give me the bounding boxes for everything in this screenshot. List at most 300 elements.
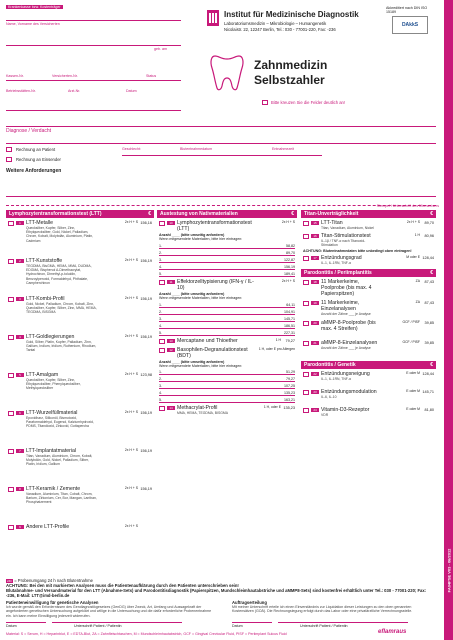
- analysis-number: 16: [311, 234, 319, 238]
- analysis-title: Entzündungsmodulation: [321, 389, 377, 396]
- material-line-num: 2.: [159, 377, 162, 382]
- analysis-price: 156,19: [140, 487, 152, 491]
- analysis-material: 2x H + S: [281, 278, 295, 283]
- material-line-price: 122,87: [284, 257, 295, 262]
- analysis-desc: Epoxidharz, Silikonöl, Bismutoxid, Paraformaldehyd, Eugenol, Kalziumhydroxid, PDMS, Titandioxid, Zinkoxid, Guttapercha: [26, 416, 94, 429]
- analysis-number: 22: [311, 372, 319, 376]
- analysis-number: 21: [311, 341, 319, 345]
- analysis-price: 156,19: [140, 335, 152, 339]
- analysis-checkbox[interactable]: [159, 406, 165, 411]
- krankenkasse-field[interactable]: [6, 12, 181, 21]
- analysis-row[interactable]: [157, 218, 297, 233]
- analysis-material: E oder M: [406, 407, 420, 412]
- titan-header: [301, 210, 436, 218]
- analysis-title: aMMP-8-Poolprobe (bis max. 4 Streifen): [321, 320, 376, 333]
- analysis-price: 128,44: [422, 372, 434, 377]
- analysis-text: [321, 389, 380, 399]
- analysis-material: 1 H, oder E pro Allergen: [258, 346, 295, 351]
- analysis-material: E oder M: [406, 389, 420, 394]
- analysis-desc: Quecksilber, Kupfer, Silber, Zinn, Ethylquecksilber, Phenylquecksilber, Methylquecksilber: [26, 378, 81, 391]
- analysis-title: LTT-Kombi-Profil: [26, 296, 65, 302]
- tooth-icon: [209, 52, 245, 92]
- analysis-checkbox[interactable]: [8, 297, 14, 302]
- material-line-price: 156,19: [284, 264, 295, 269]
- material-line-num: 4.: [159, 391, 162, 396]
- analysis-text: [177, 338, 241, 344]
- analysis-material: 1 H: [275, 337, 281, 342]
- material-line-num: 1.: [159, 370, 162, 375]
- auftrag-block: [232, 600, 432, 614]
- analysis-desc: IL-1, IL-1RN, TNF-α: [321, 261, 351, 266]
- analysis-desc: Quecksilber, Kupfer, Silber, Zinn, Ethylquecksilber, Gold, Nickel, Palladium, Chrom, Kobalt, Molybdän, Aluminium, Platin, Cadmium: [26, 226, 94, 243]
- analysis-number: 7: [16, 449, 24, 453]
- ltt-header: [6, 210, 154, 218]
- analysis-row[interactable]: [301, 318, 436, 338]
- analysis-text: [321, 407, 380, 417]
- analysis-text: [321, 220, 380, 230]
- genetik-header: [301, 361, 436, 369]
- analysis-material: 2x H + S: [124, 220, 138, 224]
- rechnung-einsender-row[interactable]: [6, 157, 61, 162]
- analysis-desc: IL-1, IL-1RN, TNF-α: [321, 377, 351, 382]
- material-line-price: 145,71: [284, 316, 295, 321]
- analysis-row[interactable]: [157, 336, 297, 345]
- analysis-material: 2x H + S: [124, 486, 138, 490]
- institute-sub: Laboratoriumsmedizin – Mikrobiologie – Humangenetik: [224, 21, 327, 26]
- analysis-text: [321, 300, 380, 316]
- analysis-material: 2x H + S: [124, 258, 138, 262]
- analysis-desc: Anzahl der Zähne ___ je Analyse: [321, 312, 371, 317]
- analysis-price: 87,43: [424, 301, 434, 306]
- analysis-price: 39,85: [424, 341, 434, 346]
- sign-right-label: Unterschrift Patient / Patientin: [300, 624, 348, 628]
- analysis-title: Methacrylat-Profil: [177, 405, 218, 412]
- analysis-checkbox[interactable]: [303, 408, 309, 413]
- material-line-num: 2.: [159, 309, 162, 314]
- analysis-checkbox[interactable]: [159, 348, 165, 353]
- analysis-material: GCF / PISF: [402, 320, 420, 325]
- analysis-row[interactable]: [6, 446, 154, 484]
- blutentnahme-field[interactable]: [122, 155, 322, 156]
- analysis-number: 14: [167, 406, 175, 410]
- rechnung-patient-label: Rechnung an Patient: [16, 147, 56, 152]
- analysis-title: Entzündungsgrad: [321, 255, 362, 262]
- material-line-price: 163,21: [284, 398, 295, 403]
- entnahmezeit-label: Entnahmezeit: [272, 147, 294, 151]
- auftrag-text: Mit meiner Unterschrift erteile ich einen Einverständnis zur Liquidation dieser Leistungen zu den oben genannten Kostensätzen (GOÄ). Die Rechnungslegung erfolgt durch das Labor oder eine privatärztliche Verrechnungsstelle.: [232, 605, 413, 614]
- form-title-2: Selbstzahler: [254, 73, 325, 87]
- genetik-header-title: Parodontitis / Genetik: [304, 362, 356, 369]
- analysis-title: LTT-Keramik / Zemente: [26, 486, 81, 492]
- native-header-title: Austestung von Nativmaterialien: [160, 211, 238, 217]
- analysis-price: 81,80: [424, 408, 434, 413]
- material-line-num: 3.: [159, 316, 162, 321]
- name-field[interactable]: [6, 45, 181, 46]
- analysis-text: [321, 255, 380, 265]
- analysis-checkbox[interactable]: [303, 321, 309, 326]
- analysis-checkbox[interactable]: [8, 525, 14, 530]
- material-line[interactable]: [159, 270, 295, 277]
- analysis-checkbox[interactable]: [159, 280, 165, 285]
- analysis-number: 23: [311, 390, 319, 394]
- analysis-checkbox[interactable]: [303, 221, 309, 226]
- weitere-label: Weitere Anforderungen: [6, 168, 62, 174]
- analysis-row[interactable]: [6, 370, 154, 408]
- analysis-material: GCF / PISF: [402, 340, 420, 345]
- analysis-number: 13: [167, 339, 175, 343]
- anzahl-text: Anzahl ____ (bitte umseitig anfordern): [159, 359, 225, 364]
- betriebsstaetten-field[interactable]: [6, 110, 181, 111]
- datum-label: Datum: [126, 89, 137, 93]
- analysis-checkbox[interactable]: [8, 221, 14, 226]
- footer-24h-badge-icon: 24h: [7, 578, 13, 583]
- analysis-number: 5: [16, 373, 24, 377]
- analysis-row[interactable]: [301, 253, 436, 266]
- analysis-price: 80,96: [424, 234, 434, 239]
- analysis-number: 3: [16, 297, 24, 301]
- analysis-title: LTT-Implantatmaterial: [26, 448, 77, 454]
- analysis-title: LTT-Wurzelfüllmaterial: [26, 410, 78, 416]
- paro-header-euro: €: [430, 270, 433, 277]
- analysis-text: [177, 405, 241, 415]
- betriebsstaetten-label: Betriebsstätten-Nr.: [6, 89, 36, 93]
- diagnose-field[interactable]: [6, 126, 436, 144]
- rechnung-einsender-checkbox[interactable]: [6, 157, 12, 162]
- analysis-price: 128,44: [422, 256, 434, 261]
- analysis-text: [321, 340, 380, 350]
- analysis-material: 2x H + S: [281, 220, 295, 224]
- paro-header: [301, 269, 436, 277]
- analysis-title: Basophilen-Degranulationstest (BDT): [177, 346, 248, 359]
- analysis-text: [26, 448, 98, 467]
- version-label: FA04PSE V03 - 06/2012: [446, 548, 451, 592]
- material-line[interactable]: [159, 301, 295, 308]
- diagnose-label: Diagnose / Verdacht: [6, 128, 52, 134]
- kassen-field[interactable]: [6, 80, 181, 81]
- analysis-material: 2x H + S: [124, 448, 138, 452]
- analysis-number: 2: [16, 259, 24, 263]
- analysis-row[interactable]: [157, 345, 297, 360]
- analysis-row[interactable]: [301, 405, 436, 423]
- status-label: Status: [146, 74, 157, 78]
- analysis-row[interactable]: [6, 484, 154, 522]
- material-line[interactable]: [159, 329, 295, 336]
- analysis-number: 24: [311, 408, 319, 412]
- analysis-title: Effektorzelltypisierung (IFN-γ / IL-10): [177, 278, 254, 291]
- native-header: [157, 210, 297, 218]
- material-line-num: 4.: [159, 323, 162, 328]
- analysis-material: 2x H + S: [124, 372, 138, 376]
- analysis-checkbox[interactable]: [303, 234, 309, 239]
- analysis-row[interactable]: [6, 256, 154, 294]
- material-line-price: 186,51: [284, 323, 295, 328]
- analysis-checkbox[interactable]: [303, 280, 309, 285]
- material-line-price: 58,82: [286, 243, 295, 248]
- material-line-price: 227,31: [284, 330, 295, 335]
- analysis-material: 1 H: [414, 233, 420, 238]
- material-line[interactable]: [159, 242, 295, 249]
- native-body: [157, 218, 297, 417]
- name-label: Name, Vorname des Versicherten: [6, 22, 60, 26]
- hint-checkbox-icon: [262, 100, 268, 105]
- material-line-price: 51,29: [286, 370, 295, 375]
- versicherten-nr-label: Versicherten-Nr.: [52, 74, 78, 78]
- analysis-checkbox[interactable]: [8, 373, 14, 378]
- analysis-title: Vitamin-D3-Rezeptor: [321, 407, 370, 414]
- ltt-header-title: Lymphozytentransformationstest (LTT): [9, 211, 102, 217]
- stempel-label: Stempel / Unterschrift des Überweisers: [376, 204, 439, 208]
- analysis-checkbox[interactable]: [8, 411, 14, 416]
- footer-note-1-text: = Probenumgang 24 h nach Blutentnahme: [14, 578, 93, 583]
- material-line[interactable]: [159, 322, 295, 329]
- hint-row: [262, 100, 345, 105]
- analysis-number: 8: [16, 487, 24, 491]
- analysis-desc: IL-1β / TNF-α nach Titanoxid-Stimulation: [321, 239, 366, 248]
- titan-header-euro: €: [430, 211, 433, 217]
- analysis-checkbox[interactable]: [159, 339, 165, 344]
- analysis-row[interactable]: [6, 332, 154, 370]
- analysis-row[interactable]: [157, 277, 297, 292]
- billing-block: [6, 147, 436, 185]
- analysis-row[interactable]: [301, 369, 436, 387]
- material-line-price: 104,91: [284, 309, 295, 314]
- analysis-row[interactable]: [6, 408, 154, 446]
- analysis-text: [26, 372, 98, 391]
- analysis-material: 2x H + S: [124, 296, 138, 300]
- paro-header-title: Parodontitis / Periimplantitis: [304, 270, 372, 277]
- analysis-price: 156,19: [140, 259, 152, 263]
- rechnung-einsender-label: Rechnung an Einsender: [16, 157, 61, 162]
- footer-note-3: Blutabnahme- und Versandmaterial für den LTT (Abnahme-Sets) und Parodontitisdiagnostik (Papierspitzen, Mundschleimhautabstriche und aMMP8-Sets) sind kostenfrei erhältlich unter Tel.: 030 - 77001-220; Fax: -236, E-Mail: LTT@imd-berlin.de: [6, 588, 427, 598]
- material-line[interactable]: [159, 382, 295, 389]
- analysis-price: 156,16: [140, 221, 152, 225]
- analysis-row[interactable]: [301, 298, 436, 318]
- analysis-desc: Anzahl der Zähne ___ je Analyse: [321, 346, 371, 351]
- analysis-number: 18: [311, 280, 319, 284]
- material-line-price: 189,41: [284, 271, 295, 276]
- analysis-checkbox[interactable]: [8, 259, 14, 264]
- rechnung-patient-checkbox[interactable]: [6, 147, 12, 152]
- material-line-num: 4.: [159, 264, 162, 269]
- analysis-desc: VDR: [321, 413, 329, 418]
- sign-left-field[interactable]: [52, 622, 182, 623]
- institute-address: Nicolaistr. 22, 12247 Berlin, Tel.: 030 - 77001-220, Fax: -236: [224, 27, 336, 32]
- analysis-row[interactable]: [301, 277, 436, 298]
- consent-title: Patienteneinwilligung für genetische Analysen: [6, 600, 99, 605]
- analysis-checkbox[interactable]: [8, 335, 14, 340]
- material-line[interactable]: [159, 315, 295, 322]
- analysis-title: aMMP-8-Einzelanalysen: [321, 340, 378, 347]
- akkreditiert-text: Akkreditiert nach DIN ISO 15189: [386, 6, 428, 15]
- analysis-number: 4: [16, 335, 24, 339]
- material-line[interactable]: [159, 368, 295, 375]
- analysis-text: [26, 296, 98, 315]
- analysis-material: 2x H + S: [124, 334, 138, 338]
- signature-row: [6, 622, 436, 630]
- analysis-price: 39,85: [424, 321, 434, 326]
- analysis-title: 11 Markerkeime, Einzelanalysen: [321, 300, 360, 313]
- analysis-title: Titan-Stimulationstest: [321, 233, 371, 240]
- analysis-row[interactable]: [6, 218, 154, 256]
- ltt-header-euro: €: [148, 211, 151, 217]
- analysis-row[interactable]: [301, 387, 436, 405]
- analysis-number: 15: [311, 221, 319, 225]
- analysis-desc: Titan, Vanadium, Aluminium, Chrom, Kobalt, Molybdän, Gold, Nickel, Palladium, Silber, Platin, Iridium, Gallium: [26, 454, 93, 467]
- footer-notes: [6, 578, 436, 598]
- hinweis-text: Wenn mitgesendete Materialien, bitte hier eintragen:: [159, 237, 243, 242]
- analysis-price: 156,19: [140, 449, 152, 453]
- native-panel: [157, 210, 297, 580]
- material-line-num: 3.: [159, 384, 162, 389]
- analysis-material: ZA: [415, 279, 420, 284]
- geschlecht-label: Geschlecht:: [122, 147, 141, 151]
- form-title-1: Zahnmedizin: [254, 58, 328, 72]
- analysis-title: LTT-Kunststoffe: [26, 258, 63, 264]
- analysis-price: 87,43: [424, 280, 434, 285]
- material-line-num: 1.: [159, 243, 162, 248]
- material-line[interactable]: [159, 375, 295, 382]
- analysis-checkbox[interactable]: [303, 256, 309, 261]
- analysis-text: [26, 524, 98, 530]
- material-line-num: 1.: [159, 302, 162, 307]
- material-line-price: 107,25: [284, 384, 295, 389]
- analysis-material: 1 H, oder E: [263, 405, 281, 410]
- analysis-material: 2x H + S: [124, 410, 138, 414]
- analysis-checkbox[interactable]: [8, 487, 14, 492]
- analysis-desc: TEGDMA, BisGMA, HEMA, MMA, DUDMA, EDGMA, Bisphenol A-Dimethacrylat, Hydrochinon, Dimethyl-p-toluidin, Benzoylperoxid, Formaldehyd, Phthalate, Campherchinon: [26, 264, 92, 285]
- krankenkasse-label: Krankenkasse bzw. Kostenträger: [8, 5, 61, 9]
- sign-left-label: Unterschrift Patient / Patientin: [74, 624, 122, 628]
- analysis-title: LTT-Metalle: [26, 220, 53, 226]
- analysis-number: 6: [16, 411, 24, 415]
- eflamraus-logo: eflamraus: [378, 629, 407, 635]
- analysis-text: [321, 233, 380, 247]
- analysis-desc: Titan, Vanadium, Aluminium, Nickel: [321, 226, 374, 230]
- analysis-price: 156,19: [140, 411, 152, 415]
- datum-right-field[interactable]: [232, 622, 272, 623]
- material-line[interactable]: [159, 308, 295, 315]
- analysis-checkbox[interactable]: [303, 390, 309, 395]
- analysis-text: [26, 410, 98, 429]
- analysis-price: 135,23: [283, 406, 295, 411]
- sign-right-field[interactable]: [278, 622, 408, 623]
- consent-text: Ich wurde gemäß den Erfordernissen des Gendiagnostikgesetzes (GenDG) über Zweck, Art, Umfang und Aussagekraft der angeforderten genetischen Untersuchung aufgeklärt und willige in die Untersuchung und die dafür erforderliche Probenentnahme ein. Ich kann meine Einwilligung jederzeit widerrufen.: [6, 605, 212, 618]
- analysis-material: ZA: [415, 300, 420, 305]
- analysis-text: [26, 334, 98, 353]
- analysis-text: [177, 279, 255, 291]
- analysis-desc: Vanadium, Aluminium, Titan, Cobalt, Chrom, Barium, Zirkonium, Cer, Bor, Mangan, Lanthan, Phosphatzement: [26, 492, 97, 505]
- analysis-number: 17: [311, 256, 319, 260]
- version-label-box: [445, 505, 452, 635]
- analysis-checkbox[interactable]: [8, 449, 14, 454]
- analysis-row[interactable]: [301, 338, 436, 358]
- material-line-price: 135,23: [284, 391, 295, 396]
- analysis-text: [26, 220, 98, 243]
- analysis-price: 156,19: [140, 297, 152, 301]
- arzt-nr-label: Arzt-Nr.: [68, 89, 81, 93]
- analysis-title: Lymphozytentransformationstest (LTT): [177, 220, 252, 232]
- datum-left-field[interactable]: [6, 622, 46, 623]
- analysis-checkbox[interactable]: [303, 301, 309, 306]
- analysis-title: 11 Markerkeime, Poolprobe (bis max. 4 Papierspitzen): [321, 279, 372, 298]
- material-line-num: 5.: [159, 398, 162, 403]
- patient-block: [6, 5, 181, 65]
- analysis-title: LTT-Goldlegierungen: [26, 334, 75, 340]
- material-line-price: 64,11: [286, 302, 295, 307]
- analysis-row[interactable]: [301, 231, 436, 248]
- material-line-num: 5.: [159, 330, 162, 335]
- analysis-row[interactable]: [301, 218, 436, 231]
- analysis-material: E oder M: [406, 371, 420, 376]
- analysis-number: 1: [16, 221, 24, 225]
- ltt-rows: [6, 218, 154, 560]
- analysis-title: Mercaptane und Thioether: [177, 337, 238, 344]
- analysis-number: 10: [167, 221, 175, 225]
- weitere-field-1[interactable]: [6, 196, 436, 197]
- geb-am-label: geb. am: [154, 47, 167, 51]
- analysis-number: 20: [311, 321, 319, 325]
- analysis-price: 89,70: [424, 221, 434, 225]
- imd-logo: [207, 10, 219, 26]
- analysis-number: 11: [167, 280, 175, 284]
- consent-block: [6, 600, 216, 618]
- analysis-desc: Gold, Nickel, Palladium, Chrom, Kobalt, Zinn, Quecksilber, Kupfer, Silber, Zinn, MMA, HEMA, TEGDMA, BISGMA: [26, 302, 97, 315]
- analysis-desc: Gold, Silber, Platin, Kupfer, Palladium, Zinn, Gallium, Indium, Iridium, Ruthenium, Rhodium, Tantal: [26, 340, 97, 353]
- analysis-title: LTT-Titan: [321, 220, 343, 226]
- native-header-euro: €: [291, 211, 294, 217]
- analysis-title: LTT-Amalgam: [26, 372, 59, 378]
- analysis-row[interactable]: [6, 522, 154, 560]
- analysis-number: 12: [167, 348, 175, 352]
- analysis-text: [321, 279, 380, 297]
- material-line[interactable]: [159, 249, 295, 256]
- analysis-row[interactable]: [157, 403, 297, 416]
- analysis-text: [177, 220, 255, 232]
- analysis-text: [26, 486, 98, 505]
- analysis-checkbox[interactable]: [303, 372, 309, 377]
- ltt-panel: [6, 210, 154, 580]
- analysis-row[interactable]: [6, 294, 154, 332]
- analysis-title: Andere LTT-Profile: [26, 524, 70, 530]
- analysis-text: [177, 347, 255, 359]
- analysis-checkbox[interactable]: [159, 221, 165, 226]
- material-line-num: 5.: [159, 271, 162, 276]
- material-line[interactable]: [159, 396, 295, 403]
- rechnung-patient-row[interactable]: [6, 147, 55, 152]
- material-line-num: 2.: [159, 250, 162, 255]
- analysis-text: [321, 371, 380, 381]
- analysis-material: M oder E: [406, 255, 420, 260]
- material-legend: Material: S = Serum, H = Heparinblut, E = EDTA-Blut, ZA = Zahnfleischtaschen, M = Mundschleimhautabstrich, GCF = Gingival Crevicular Fluid, PISF = Periimplant Sulcus Fluid: [6, 632, 287, 636]
- material-line-price: 79,27: [286, 377, 295, 382]
- material-line[interactable]: [159, 263, 295, 270]
- hint-text: Bitte kreuzen Sie die Felder deutlich an!: [271, 100, 346, 105]
- footer-note-2: ACHTUNG: Bei den mit markierten Analysen muss die Patientenaufklärung durch den Patienten unterschrieben sein!: [6, 583, 239, 588]
- material-line[interactable]: [159, 389, 295, 396]
- weitere-field-2[interactable]: [6, 205, 436, 206]
- titan-header-title: Titan-Unverträglichkeit: [304, 211, 359, 217]
- analysis-price: 79,27: [285, 338, 295, 343]
- material-line[interactable]: [159, 256, 295, 263]
- analysis-title: Entzündungsneigung: [321, 371, 370, 378]
- anzahl-text: Anzahl ____ (bitte umseitig anfordern): [159, 233, 225, 237]
- analysis-checkbox[interactable]: [303, 341, 309, 346]
- material-line-price: 89,70: [286, 250, 295, 255]
- analysis-text: [26, 258, 98, 285]
- analysis-material: 2x H + S: [124, 524, 138, 528]
- institute-name: Institut für Medizinische Diagnostik: [224, 10, 359, 19]
- analysis-number: 9: [16, 525, 24, 529]
